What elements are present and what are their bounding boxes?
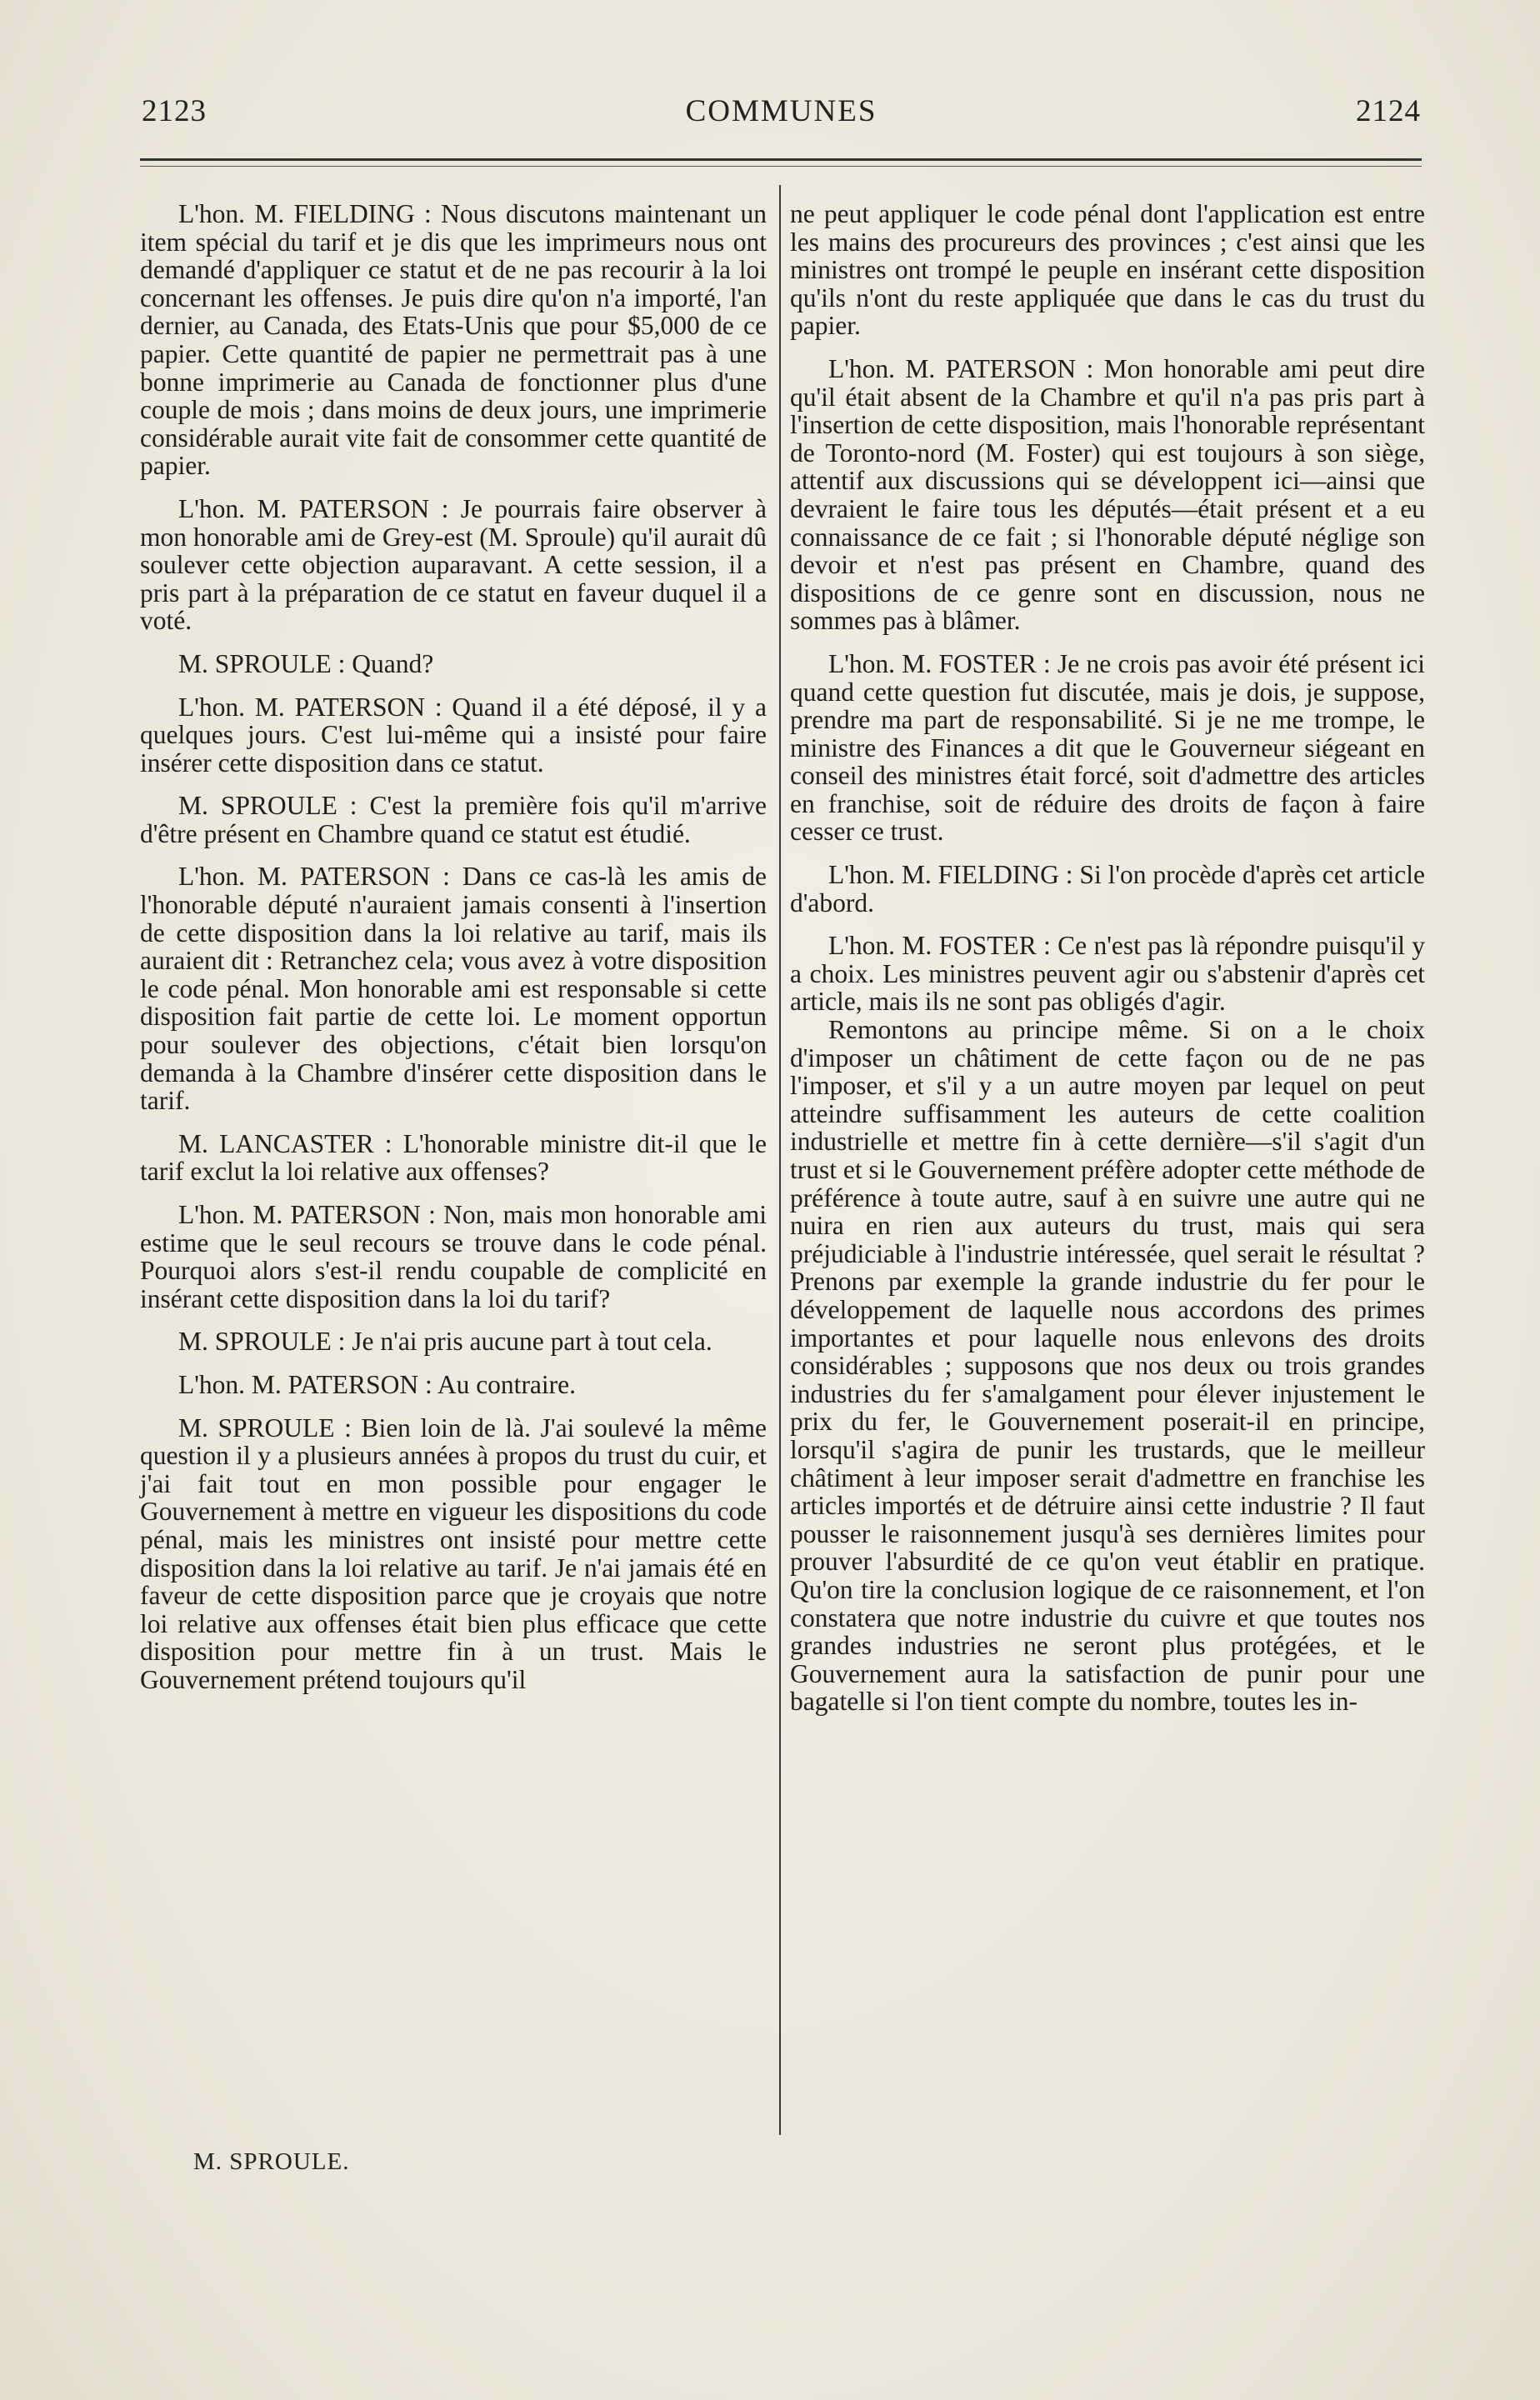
paragraph: L'hon. M. PATERSON : Mon honorable ami peut dire qu'il était absent de la Chambre et qu'il n'a pas pris part à l'insertion de cette disposition, mais l'honorable représentant de Toronto-nord (M. Foster) qui est toujours à son siège, attentif aux discussions qui se développent ici—ainsi que devraient le faire tous les députés—était présent et a eu connaissance de ce fait ; si l'honorable député néglige son devoir et n'est pas présent en Chambre, quand des dispositions de ce genre sont en discussion, nous ne sommes pas à blâmer. xyxy=(790,353,1425,636)
header-rule-thin xyxy=(140,166,1422,167)
paragraph: L'hon. M. PATERSON : Dans ce cas-là les amis de l'honorable député n'auraient jamais consenti à l'insertion de cette disposition dans la loi relative au tarif, mais ils auraient dit : Retranchez cela; vous avez à votre disposition le code pénal. Mon honorable ami est responsable si cette disposition fait partie de cette loi. Le moment opportun pour soulever des objections, c'était bien lorsqu'on demanda à la Chambre d'insérer cette disposition dans le tarif. xyxy=(140,862,767,1116)
paragraph: Remontons au principe même. Si on a le choix d'imposer un châtiment de cette façon ou de ne pas l'imposer, et s'il y a un autre moyen par lequel on peut atteindre suffisamment les auteurs de cette coalition industrielle et mettre fin à cette dernière—s'il s'agit d'un trust et si le Gouvernement préfère adopter cette méthode de préférence à toute autre, sauf à en suivre une autre qui ne nuira en rien aux auteurs du trust, mais qui sera préjudiciable à l'industrie intéressée, quel serait le résultat ? Prenons par exemple la grande industrie du fer pour le développement de laquelle nous accordons des primes importantes et pour laquelle nous enlevons des droits considérables ; supposons que nos deux ou trois grandes industries du fer s'amalgament pour élever injustement le prix du fer, le Gouvernement poserait-il en principe, lorsqu'il s'agira de punir les trustards, que le meilleur châtiment à leur imposer serait d'admettre en franchise les articles importés et de détruire ainsi cette industrie ? Il faut pousser le raisonnement jusqu'à ses dernières limites pour prouver l'absurdité de ce qu'on veut établir en pratique. Qu'on tire la conclusion logique de ce raisonnement, et l'on constatera que notre industrie du cuivre et que toutes nos grandes industries ne seront plus protégées, et le Gouvernement aura la satisfaction de punir pour une bagatelle si l'on tient compte du nombre, toutes les in- xyxy=(790,1015,1425,1717)
page-number-right: 2124 xyxy=(1356,94,1421,128)
page-header xyxy=(142,93,1421,135)
paragraph: L'hon. M. FIELDING : Nous discutons maintenant un item spécial du tarif et je dis que les imprimeurs nous ont demandé d'appliquer ce statut et de ne pas recourir à la loi concernant les offenses. Je puis dire qu'on n'a importé, l'an dernier, au Canada, des Etats-Unis que pour $5,000 de ce papier. Cette quantité de papier ne permettrait pas à une bonne imprimerie au Canada de fonctionner plus d'une couple de mois ; dans moins de deux jours, une imprimerie considérable aurait vite fait de consommer cette quantité de papier. xyxy=(140,199,767,481)
paragraph: L'hon. M. FIELDING : Si l'on procède d'après cet article d'abord. xyxy=(790,860,1425,918)
paragraph: L'hon. M. FOSTER : Ce n'est pas là répondre puisqu'il y a choix. Les ministres peuvent agir ou s'abstenir d'après cet article, mais ils ne sont pas obligés d'agir. xyxy=(790,931,1425,1017)
paragraph: L'hon. M. PATERSON : Non, mais mon honorable ami estime que le seul recours se trouve dans le code pénal. Pourquoi alors s'est-il rendu coupable de complicité en insérant cette disposition dans la loi du tarif? xyxy=(140,1200,767,1313)
paragraph: M. SPROULE : C'est la première fois qu'il m'arrive d'être présent en Chambre quand ce statut est étudié. xyxy=(140,791,767,848)
left-column xyxy=(140,200,767,1694)
page-number-left: 2123 xyxy=(142,94,207,128)
paragraph: L'hon. M. PATERSON : Je pourrais faire observer à mon honorable ami de Grey-est (M. Sproule) qu'il aurait dû soulever cette objection auparavant. A cette session, il a pris part à la préparation de ce statut en faveur duquel il a voté. xyxy=(140,493,767,636)
paragraph: M. SPROULE : Quand? xyxy=(178,648,434,678)
paragraph: M. SPROULE : Bien loin de là. J'ai soulevé la même question il y a plusieurs années à propos du trust du cuir, et j'ai fait tout en mon possible pour engager le Gouvernement à mettre en vigueur les dispositions du code pénal, mais les ministres ont insisté pour mettre cette disposition dans la loi relative au tarif. Je n'ai jamais été en faveur de cette disposition parce que je croyais que notre loi relative aux offenses était bien plus efficace que cette disposition pour mettre fin à un trust. Mais le Gouvernement prétend toujours qu'il xyxy=(140,1412,767,1694)
paragraph: ne peut appliquer le code pénal dont l'application est entre les mains des procureurs des provinces ; c'est ainsi que les ministres ont trompé le peuple en insérant cette disposition qu'ils n'ont du reste appliquée que dans le cas du trust du papier. xyxy=(790,199,1425,341)
running-title: COMMUNES xyxy=(685,94,878,128)
paragraph: M. SPROULE : Je n'ai pris aucune part à tout cela. xyxy=(178,1327,712,1357)
catchword: M. SPROULE. xyxy=(193,2148,350,2175)
paragraph: M. LANCASTER : L'honorable ministre dit-il que le tarif exclut la loi relative aux offenses? xyxy=(140,1128,767,1187)
paragraph: L'hon. M. FOSTER : Je ne crois pas avoir été présent ici quand cette question fut discutée, mais je dois, je suppose, prendre ma part de responsabilité. Si je ne me trompe, le ministre des Finances a dit que le Gouverneur siégeant en conseil des ministres était forcé, soit d'admettre des articles en franchise, soit de réduire des droits de façon à faire cesser ce trust. xyxy=(790,648,1425,847)
right-column xyxy=(790,200,1425,1716)
header-rule-thick xyxy=(140,158,1422,161)
column-divider xyxy=(779,185,781,2135)
paragraph: L'hon. M. PATERSON : Quand il a été déposé, il y a quelques jours. C'est lui-même qui a insisté pour faire insérer cette disposition dans ce statut. xyxy=(140,692,767,778)
paragraph: L'hon. M. PATERSON : Au contraire. xyxy=(178,1369,577,1399)
